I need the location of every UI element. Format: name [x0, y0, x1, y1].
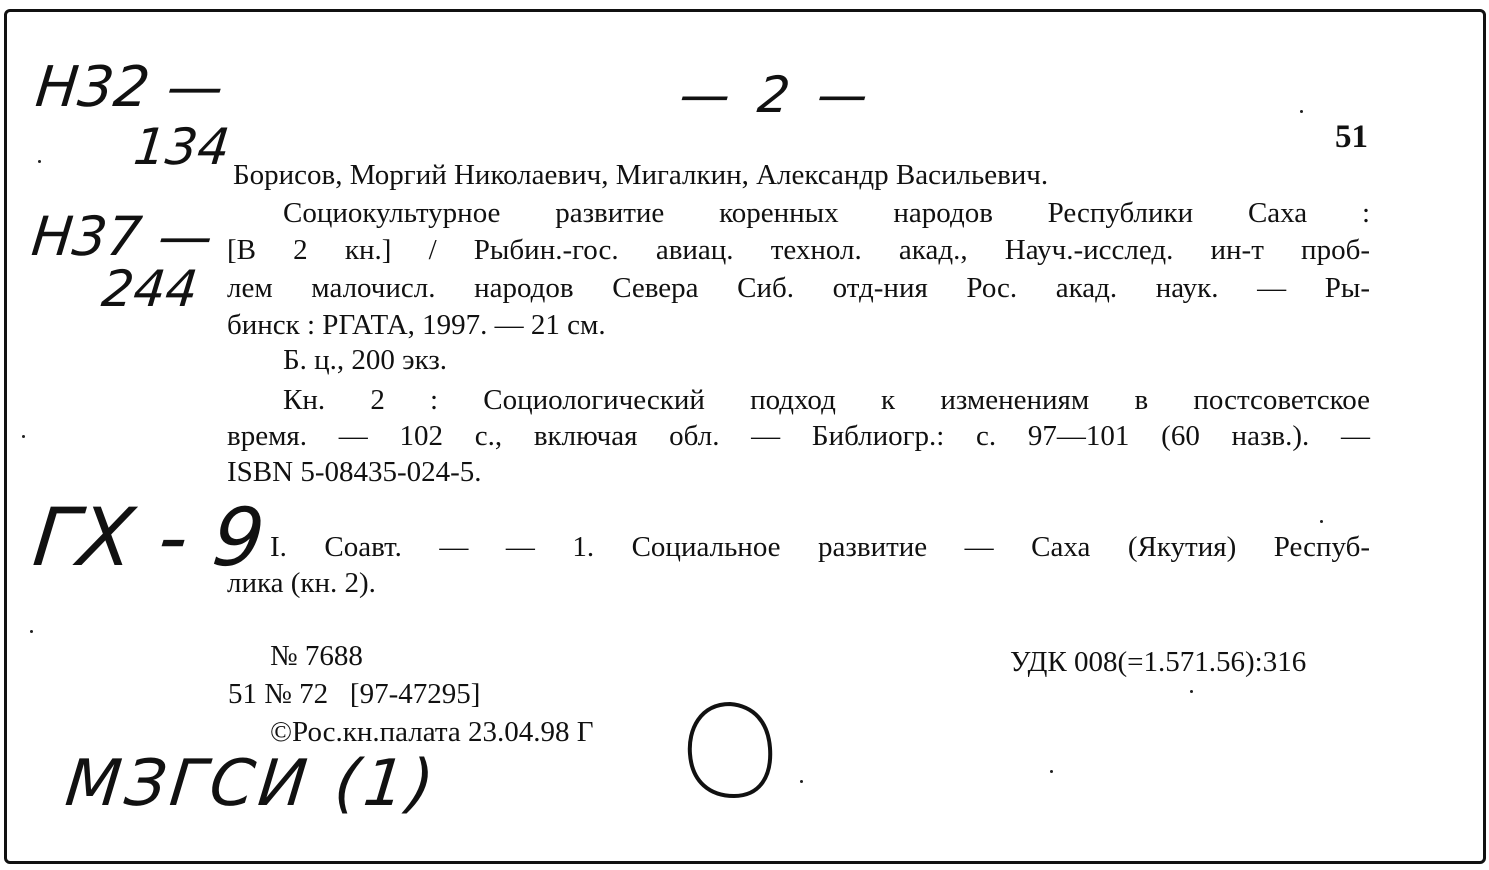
udc-code: УДК 008(=1.571.56):316 [1010, 646, 1307, 678]
scan-speck [22, 435, 25, 438]
scan-speck [1050, 770, 1053, 773]
scan-speck [1300, 110, 1303, 113]
scan-speck [30, 630, 33, 633]
handwritten-bottom-note: МЗГСИ (1) [62, 747, 442, 821]
scan-speck [1320, 520, 1323, 523]
handwritten-copy-number: — 2 — [676, 66, 877, 124]
record-number: № 7688 [270, 640, 363, 672]
scan-speck [1190, 690, 1193, 693]
title-line: лем малочисл. народов Севера Сиб. отд-ния Рос. акад. наук. — Ры- [227, 272, 1370, 304]
title-line: бинск : РГАТА, 1997. — 21 см. [227, 309, 606, 341]
volume-line: время. — 102 с., включая обл. — Библиогр.: с. 97—101 (60 назв.). — [227, 420, 1370, 452]
title-line: [В 2 кн.] / Рыбин.-гос. авиац. технол. акад., Науч.-исслед. ин-т проб- [227, 234, 1370, 266]
price-line: Б. ц., 200 экз. [283, 344, 448, 376]
handwritten-code: ГХ - 9 [29, 491, 269, 584]
subject-line: лика (кн. 2). [227, 567, 376, 599]
volume-line: ISBN 5-08435-024-5. [227, 456, 482, 488]
page-number: 51 [1335, 119, 1368, 155]
handwritten-shelfmark-1-top: Н32 — [32, 55, 227, 120]
author-line: Борисов, Моргий Николаевич, Мигалкин, Александр Васильевич. [233, 159, 1049, 191]
title-line: Социокультурное развитие коренных народов Республики Саха : [283, 197, 1370, 229]
volume-line: Кн. 2 : Социологический подход к изменениям в постсоветское [283, 384, 1370, 416]
handwritten-shelfmark-2-top: Н37 — [28, 205, 216, 268]
handwritten-shelfmark-2-bottom: 244 [98, 260, 201, 318]
scan-speck [38, 160, 41, 163]
hand-drawn-circle [682, 698, 778, 802]
subject-line: I. Соавт. — — 1. Социальное развитие — Саха (Якутия) Респуб- [270, 531, 1370, 563]
scan-speck [800, 780, 803, 783]
catalog-line: 51 № 72 [97-47295] [228, 678, 481, 710]
chamber-line: ©Рос.кн.палата 23.04.98 Г [270, 716, 594, 748]
handwritten-shelfmark-1-bottom: 134 [130, 118, 233, 176]
